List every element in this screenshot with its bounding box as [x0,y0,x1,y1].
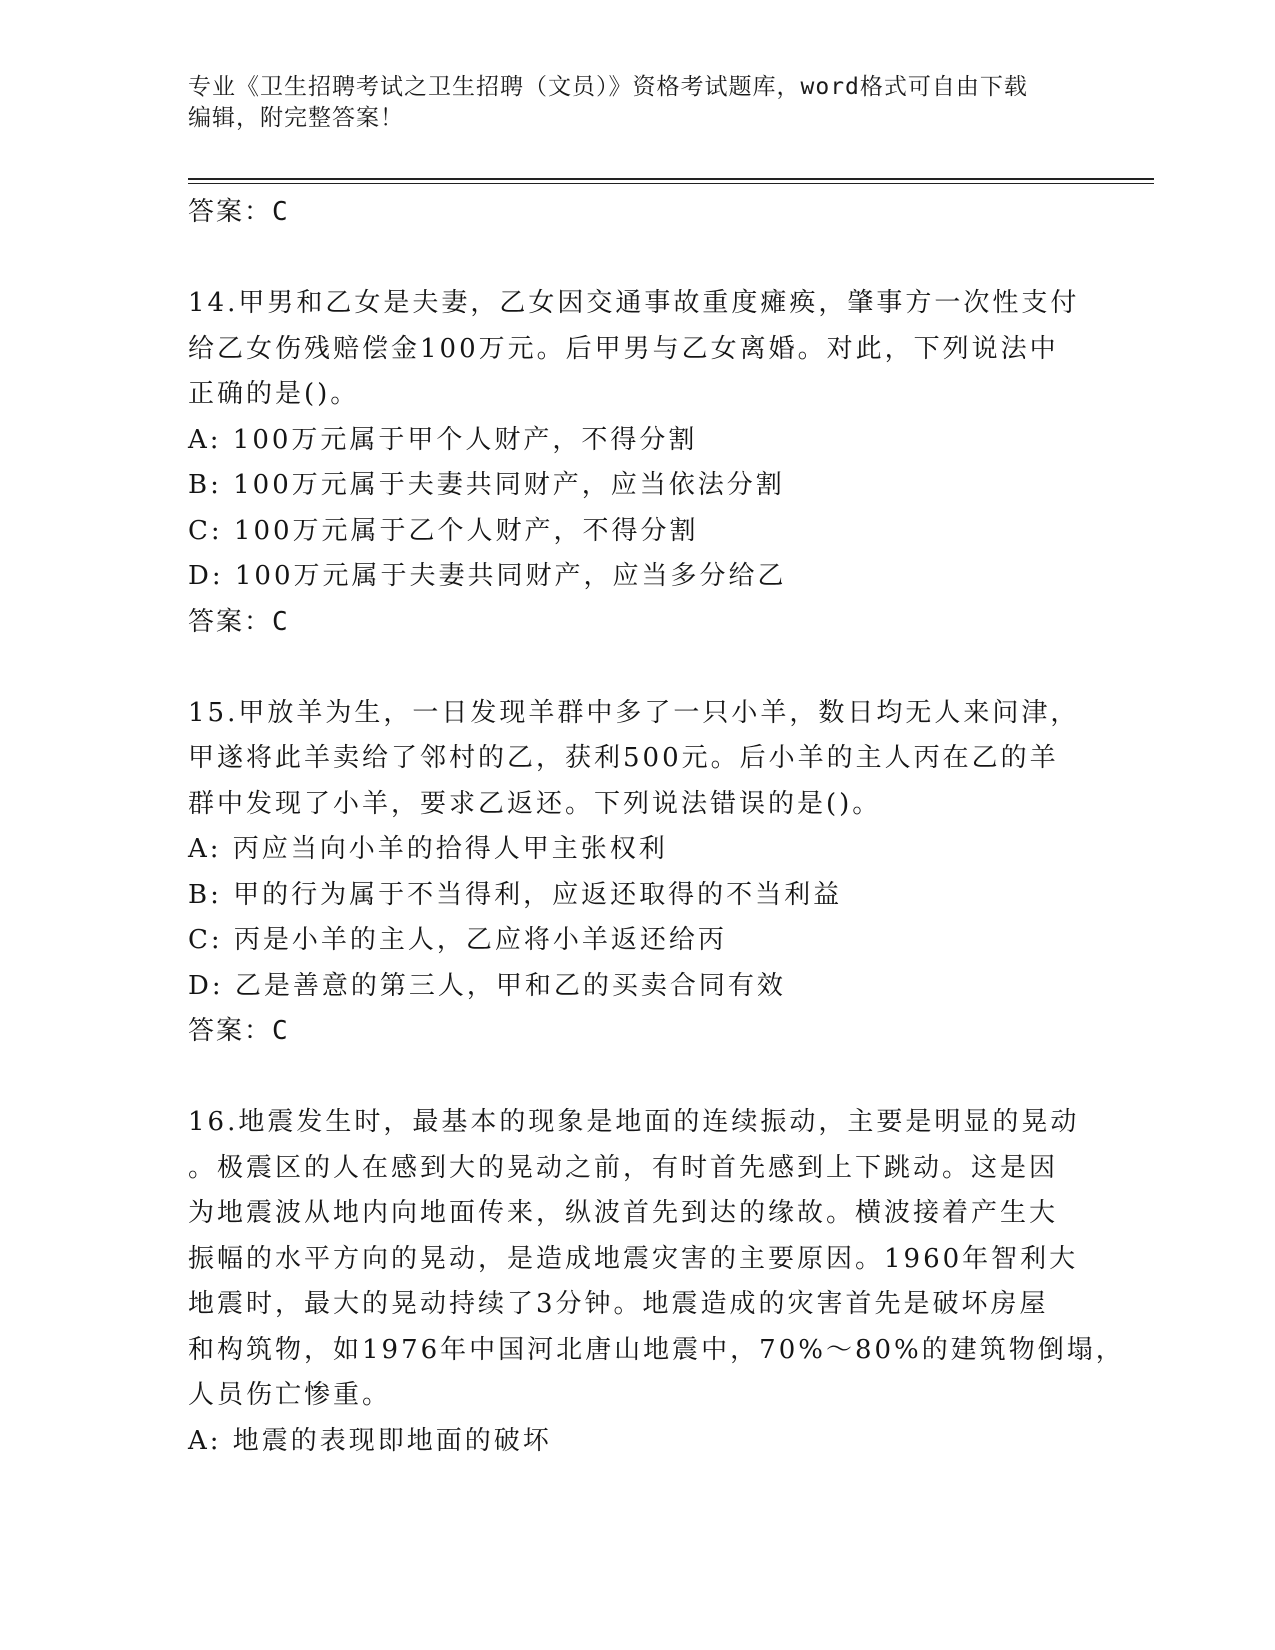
question-text-line: 振幅的水平方向的晃动，是造成地震灾害的主要原因。1960年智利大 [188,1243,1079,1274]
question-text-line: 正确的是()。 [188,379,360,409]
answer-line: 答案：C [188,606,290,637]
option-b: B: 甲的行为属于不当得利，应返还取得的不当利益 [188,879,843,910]
option-a: A: 丙应当向小羊的拾得人甲主张权利 [188,834,668,864]
question-text-line: 群中发现了小羊，要求乙返还。下列说法错误的是()。 [188,788,882,819]
question-text-line: 14.甲男和乙女是夫妻，乙女因交通事故重度瘫痪，肇事方一次性支付 [188,288,1080,318]
answer-line: 答案：C [188,197,290,227]
question-text-line: 甲遂将此羊卖给了邻村的乙，获利500元。后小羊的主人丙在乙的羊 [188,743,1059,773]
spacer [188,1055,1088,1101]
spacer [188,236,1088,282]
header-divider-thin [188,183,1154,184]
header-divider-thick [188,178,1154,180]
question-text-line: 给乙女伤残赔偿金100万元。后甲男与乙女离婚。对此，下列说法中 [188,333,1059,364]
option-d: D: 乙是善意的第三人，甲和乙的买卖合同有效 [188,970,786,1001]
option-a: A: 100万元属于甲个人财产，不得分割 [188,424,698,455]
option-d: D: 100万元属于夫妻共同财产，应当多分给乙 [188,561,787,591]
question-text-line: 人员伤亡惨重。 [188,1380,392,1410]
question-text-line: 。极震区的人在感到大的晃动之前，有时首先感到上下跳动。这是因 [188,1152,1059,1183]
question-16 [188,1100,1125,1464]
question-text-line: 和构筑物，如1976年中国河北唐山地震中，70%～80%的建筑物倒塌， [188,1334,1125,1365]
question-text-line: 为地震波从地内向地面传来，纵波首先到达的缘故。横波接着产生大 [188,1198,1059,1228]
option-c: C: 100万元属于乙个人财产，不得分割 [188,515,699,546]
header-line-2: 编辑，附完整答案！ [188,105,404,131]
question-text-line: 地震时，最大的晃动持续了3分钟。地震造成的灾害首先是破坏房屋 [188,1289,1049,1319]
question-text-line: 15.甲放羊为生，一日发现羊群中多了一只小羊，数日均无人来问津， [188,697,1080,728]
document-body [188,190,1125,1464]
option-c: C: 丙是小羊的主人，乙应将小羊返还给丙 [188,925,727,955]
answer-line: 答案：C [188,1016,290,1046]
option-b: B: 100万元属于夫妻共同财产，应当依法分割 [188,470,785,500]
question-text-line: 16.地震发生时，最基本的现象是地面的连续振动，主要是明显的晃动 [188,1107,1080,1137]
option-a: A: 地震的表现即地面的破坏 [188,1425,552,1456]
page-header [188,72,1088,134]
spacer [188,645,1088,691]
header-line-1: 专业《卫生招聘考试之卫生招聘（文员）》资格考试题库，word格式可自由下载 [188,74,1028,100]
question-14 [188,281,1088,645]
question-15 [188,691,1088,1055]
